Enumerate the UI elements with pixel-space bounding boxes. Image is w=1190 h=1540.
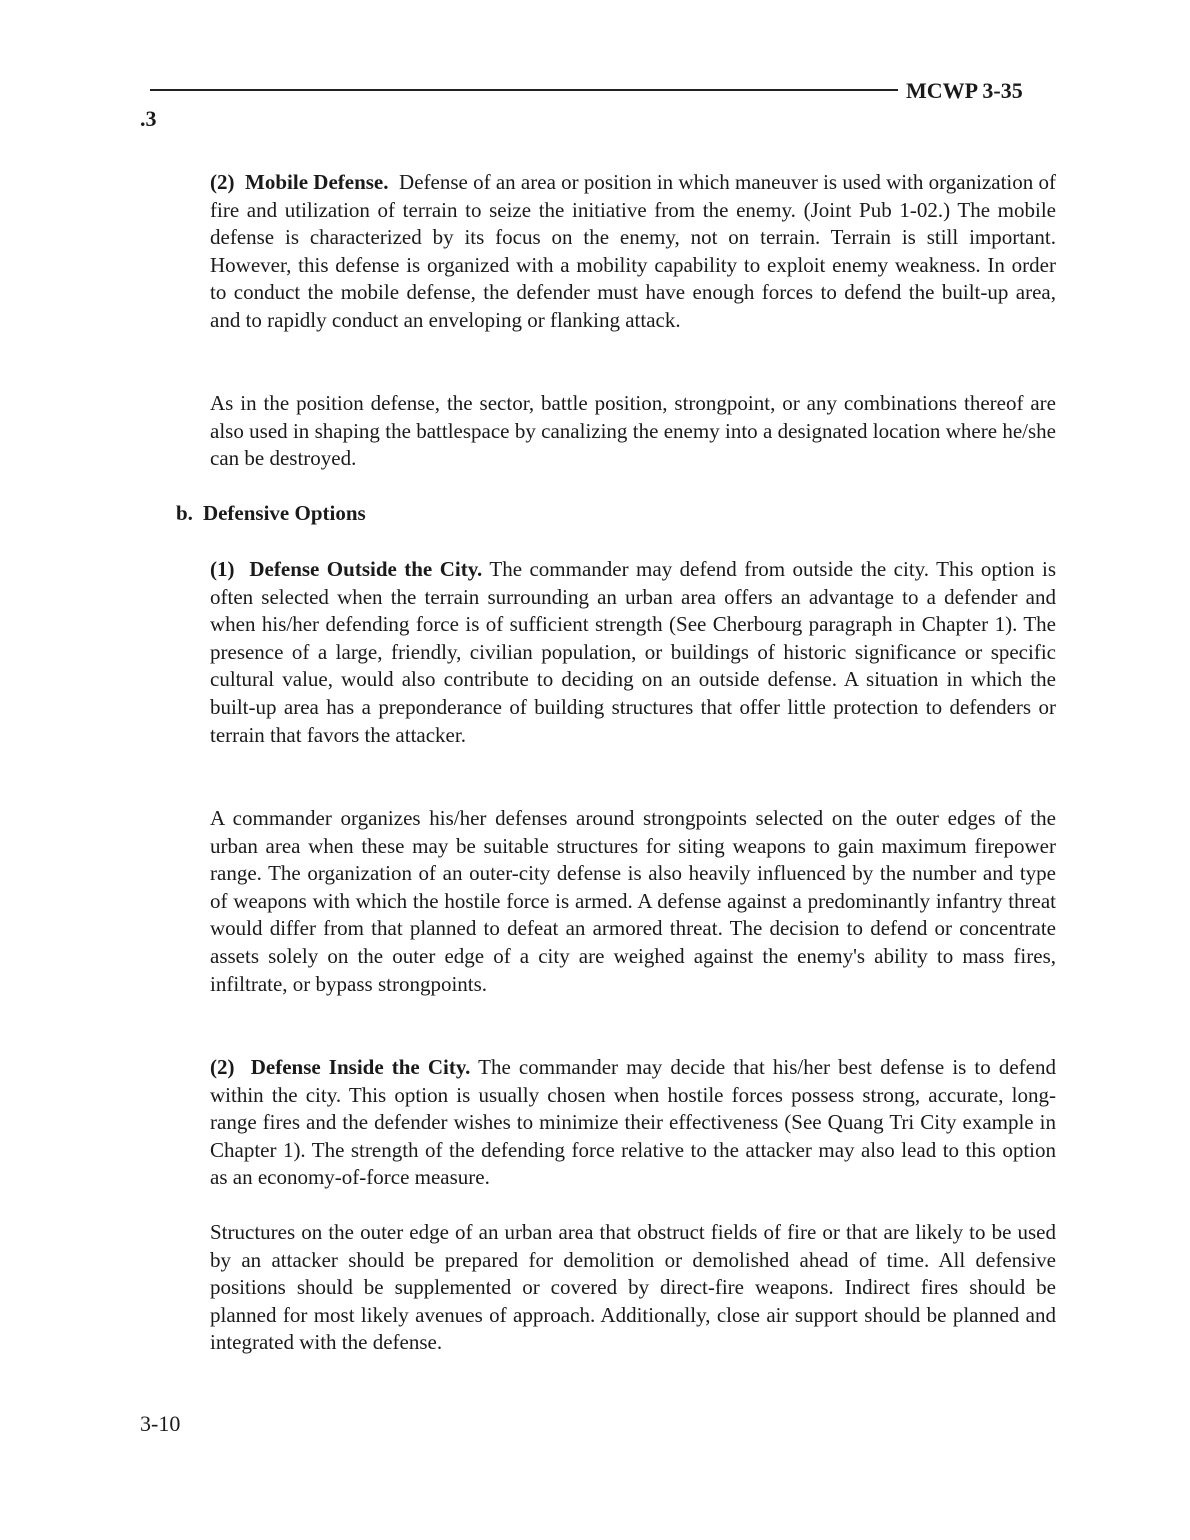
outside-city-paragraph — [210, 556, 1056, 749]
page-number: 3-10 — [140, 1411, 181, 1436]
inside-city-title: Defense Inside the City. — [250, 1055, 471, 1079]
outside-city-title: Defense Outside the City. — [249, 557, 483, 581]
mobile-defense-paragraph — [210, 169, 1056, 335]
mobile-defense-paragraph-2: As in the position defense, the sector, battle position, strongpoint, or any combinations thereof are also used in shaping the battlespace by canalizing the enemy into a designated location where he/she can be destroyed. — [210, 391, 1056, 471]
document-id-suffix: .3 — [140, 106, 157, 131]
inside-city-paragraph-2: Structures on the outer edge of an urban area that obstruct fields of fire or that are likely to be used by an attacker should be prepared for demolition or demolished ahead of time. All defensive positions should be supplemented or covered by direct-fire weapons. Indirect fires should be planned for most likely avenues of approach. Additionally, close air support should be planned and integrated with the defense. — [210, 1220, 1056, 1355]
inside-city-text: The commander may decide that his/her best defense is to defend within the city. This option is usually chosen when hostile forces possess strong, accurate, long-range fires and the defender wishes to minimize their effectiveness (See Quang Tri City example in Chapter 1). The strength of the defending force relative to the attacker may also lead to this option as an economy-of-force measure. — [210, 1055, 1056, 1190]
mobile-defense-number: (2) — [210, 170, 235, 194]
outside-city-paragraph-2: A commander organizes his/her defenses around strongpoints selected on the outer edges of the urban area when these may be suitable structures for siting weapons to gain maximum firepower range. The organization of an outer-city defense is also heavily influenced by the number and type of weapons with which the hostile force is armed. A defense against a predominantly infantry threat would differ from that planned to defeat an armored threat. The decision to defend or concentrate assets solely on the outer edge of a city are weighed against the enemy's ability to mass fires, infiltrate, or bypass strongpoints. — [210, 806, 1056, 996]
inside-city-paragraph — [210, 1054, 1056, 1192]
inside-city-number: (2) — [210, 1055, 235, 1079]
defensive-options-letter: b. — [176, 501, 193, 525]
defensive-options-title: Defensive Options — [202, 501, 366, 525]
outside-city-text: The commander may defend from outside the city. This option is often selected when the terrain surrounding an urban area offers an advantage to a defender and when his/her defending force is of sufficient strength (See Cherbourg paragraph in Chapter 1). The presence of a large, friendly, civilian population, or buildings of historic significance or specific cultural value, would also contribute to deciding on an outside defense. A situation in which the built-up area has a preponderance of building structures that offer little protection to defenders or terrain that favors the attacker. — [210, 557, 1057, 747]
header-rule — [150, 89, 898, 91]
mobile-defense-text: Defense of an area or position in which maneuver is used with organization of fire and utilization of terrain to seize the initiative from the enemy. (Joint Pub 1-02.) The mobile defense is characterized by its focus on the enemy, not on terrain. Terrain is still important. However, this defense is organized with a mobility capability to exploit enemy weakness. In order to conduct the mobile defense, the defender must have enough forces to defend the built-up area, and to rapidly conduct an enveloping or flanking attack. — [210, 170, 1057, 332]
defensive-options-heading — [176, 501, 366, 526]
mobile-defense-title: Mobile Defense. — [245, 170, 389, 194]
document-id: MCWP 3-35 — [906, 78, 1023, 103]
outside-city-number: (1) — [210, 557, 235, 581]
